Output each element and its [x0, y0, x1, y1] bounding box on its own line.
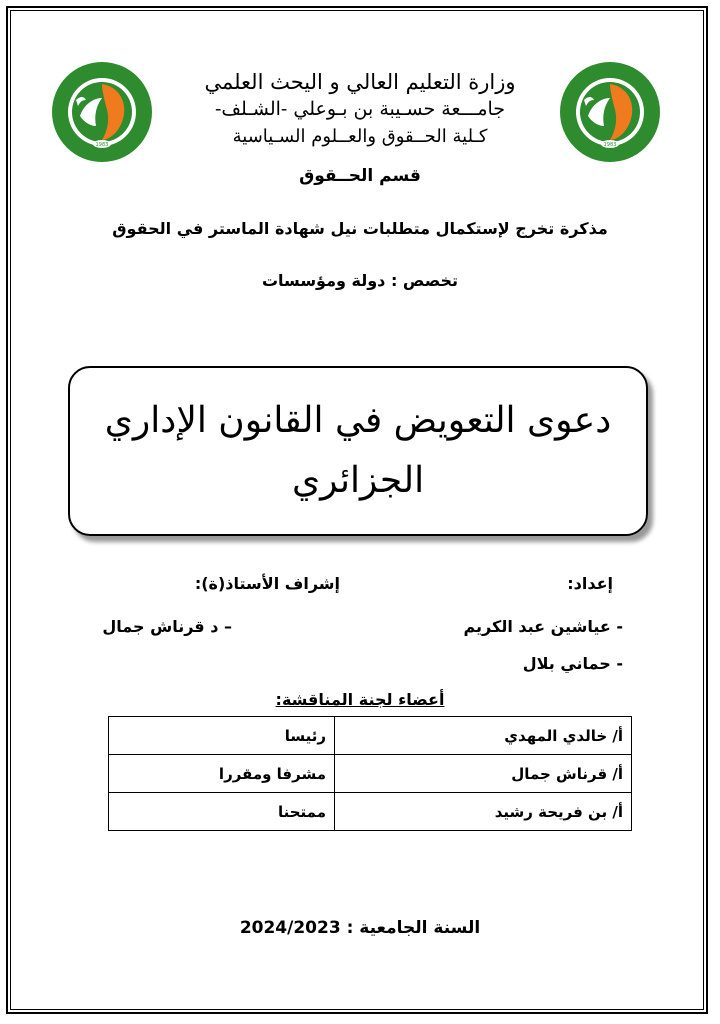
thesis-title-line2: الجزائري: [291, 460, 425, 501]
university-logo-left: [50, 60, 154, 164]
prepared-by-label: إعداد:: [567, 574, 613, 593]
department-name: قسم الحــقوق: [299, 166, 421, 186]
memo-description: مذكرة تخرج لإستكمال متطلبات نيل شهادة الماستر في الحقوق: [112, 219, 608, 238]
member-role: مشرفا ومقررا: [109, 755, 335, 793]
svg-text:1983: 1983: [95, 142, 109, 148]
supervisor-name: – د قرناش جمال: [102, 617, 232, 636]
svg-text:1983: 1983: [603, 142, 617, 148]
supervisor-label: إشراف الأستاذ(ة):: [194, 574, 340, 593]
student-name: - حماني بلال: [522, 654, 623, 673]
member-name: أ/ قرناش جمال: [335, 755, 632, 793]
thesis-title-box: [68, 366, 648, 536]
ministry-name: وزارة التعليم العالي و اليحث العلمي: [204, 70, 516, 94]
academic-year: السنة الجامعية : 2024/2023: [239, 918, 481, 938]
thesis-title-line1: دعوى التعويض في القانون الإداري: [104, 400, 612, 441]
university-name: جامـــعة حسـيبة بن بـوعلي -الشـلف-: [214, 98, 506, 120]
member-role: رئيسا: [109, 717, 335, 755]
table-row: [109, 717, 632, 755]
member-name: أ/ بن فريحة رشيد: [335, 793, 632, 831]
committee-table: [108, 716, 632, 831]
faculty-name: كـلية الحــقوق والعــلوم السـياسية: [232, 126, 488, 147]
member-name: أ/ خالدي المهدي: [335, 717, 632, 755]
member-role: ممتحنا: [109, 793, 335, 831]
university-logo-right: [558, 60, 662, 164]
table-row: [109, 793, 632, 831]
table-row: [109, 755, 632, 793]
student-name: - عياشين عبد الكريم: [463, 617, 623, 636]
specialty: تخصص : دولة ومؤسسات: [261, 271, 459, 290]
committee-title: أعضاء لجنة المناقشة:: [275, 690, 445, 709]
